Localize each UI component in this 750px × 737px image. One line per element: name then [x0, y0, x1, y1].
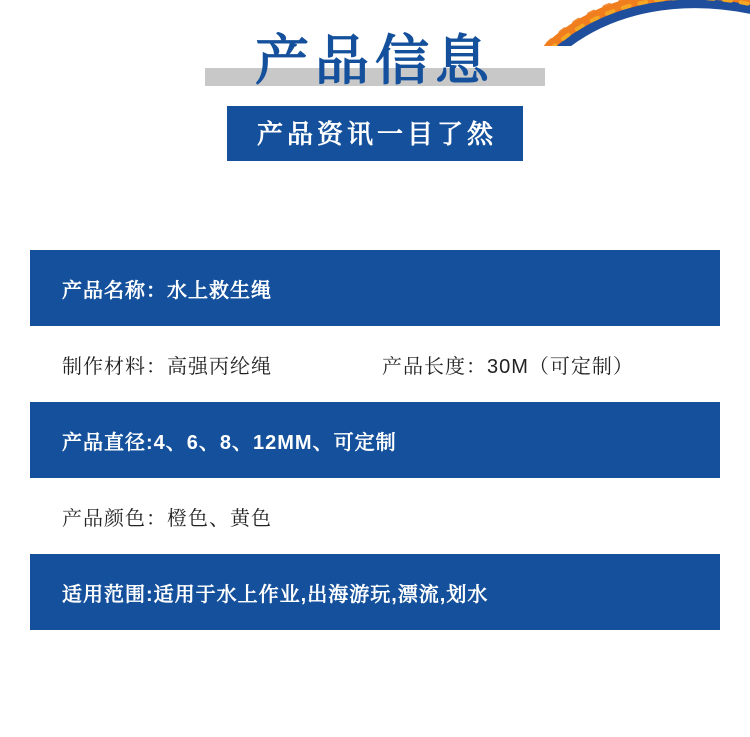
- page-subtitle: 产品资讯一目了然: [227, 106, 523, 161]
- page-header: [0, 0, 750, 161]
- spec-row: [30, 326, 720, 402]
- spec-row: [30, 250, 720, 326]
- spec-text: 制作材料：高强丙纶绳: [62, 355, 272, 378]
- spec-text: 产品直径:4、6、8、12MM、可定制: [62, 431, 397, 454]
- spec-row: [30, 554, 720, 630]
- spec-row: [30, 402, 720, 478]
- spec-row: [30, 478, 720, 554]
- spec-text: 产品名称：水上救生绳: [62, 279, 272, 302]
- title-block: [249, 30, 501, 92]
- spec-text: 适用范围:适用于水上作业,出海游玩,漂流,划水: [62, 583, 489, 606]
- spec-text: 产品颜色：橙色、黄色: [62, 507, 272, 530]
- page-title: 产品信息: [255, 31, 495, 91]
- spec-text-secondary: 产品长度：30M（可定制）: [382, 355, 634, 378]
- spec-list: [30, 250, 720, 630]
